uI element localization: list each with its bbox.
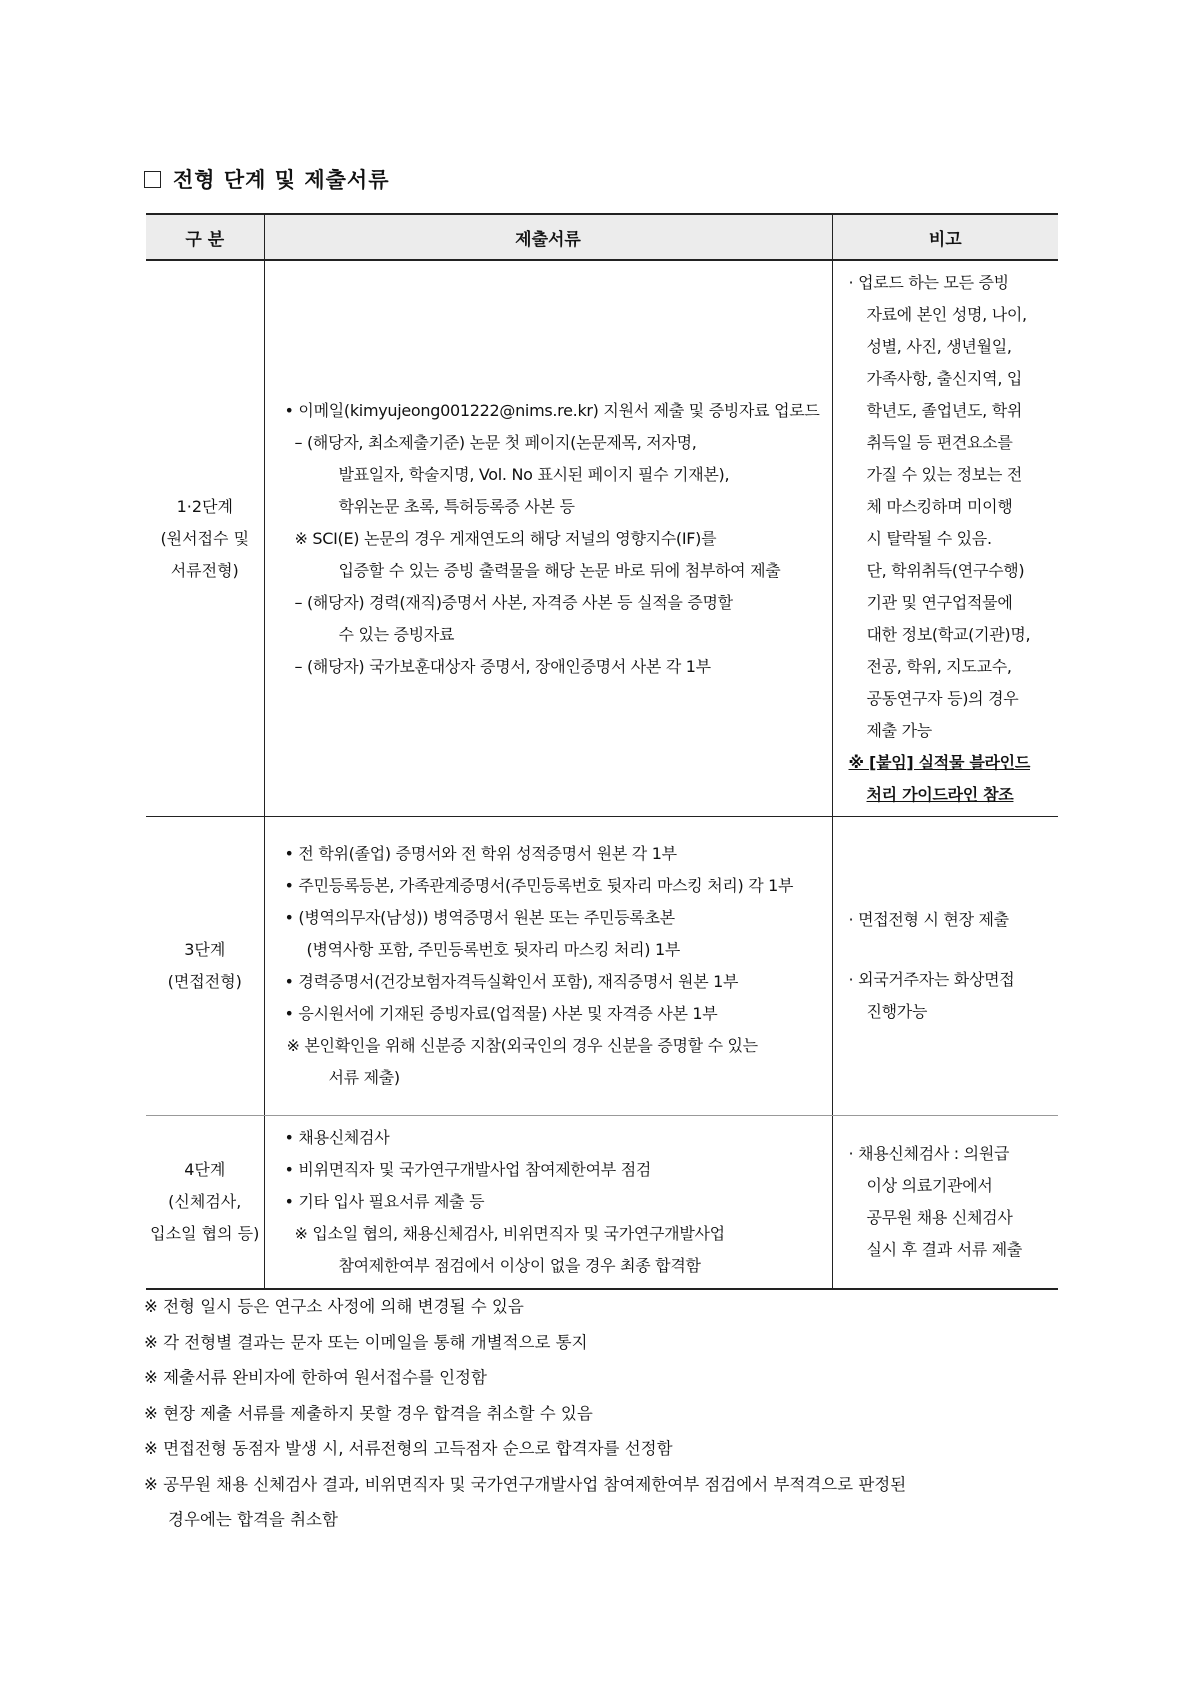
doc-line: – (해당자) 국가보훈대상자 증명서, 장애인증명서 사본 각 1부 — [294, 656, 711, 676]
stage-label: (원서접수 및 — [160, 528, 250, 548]
doc-line: • 비위면직자 및 국가연구개발사업 참여제한여부 점검 — [284, 1160, 652, 1179]
doc-line: – (해당자, 최소제출기준) 논문 첫 페이지(논문제목, 저자명, — [294, 432, 697, 452]
doc-line: • 이메일(kimyujeong001222@nims.re.kr) 지원서 제출 및 증빙자료 업로드 — [284, 400, 820, 420]
doc-line: ※ SCI(E) 논문의 경우 게재연도의 해당 저널의 영향지수(IF)를 — [294, 528, 717, 548]
remark-line: 취득일 등 편견요소를 — [866, 432, 1013, 452]
footnote: ※ 전형 일시 등은 연구소 사정에 의해 변경될 수 있음 — [144, 1297, 524, 1316]
doc-line: 서류 제출) — [328, 1068, 400, 1087]
remarks-cell — [832, 260, 1058, 817]
remark-line: 기관 및 연구업적물에 — [866, 592, 1013, 612]
documents-cell — [264, 817, 832, 1116]
documents-cell — [264, 1116, 832, 1290]
doc-line: ※ 본인확인을 위해 신분증 지참(외국인의 경우 신분을 증명할 수 있는 — [286, 1036, 758, 1055]
doc-line: 학위논문 초록, 특허등록증 사본 등 — [338, 496, 575, 516]
remark-line: 공무원 채용 신체검사 — [866, 1208, 1013, 1227]
remark-line: 제출 가능 — [866, 720, 932, 740]
header-documents: 제출서류 — [264, 214, 832, 260]
table-header-row — [146, 214, 1058, 260]
remark-line: 전공, 학위, 지도교수, — [866, 656, 1012, 676]
table-row — [146, 260, 1058, 817]
documents-cell — [264, 260, 832, 817]
footnote: ※ 각 전형별 결과는 문자 또는 이메일을 통해 개별적으로 통지 — [144, 1332, 588, 1352]
stage-label: 4단계 — [184, 1160, 226, 1179]
remark-line: 시 탈락될 수 있음. — [866, 528, 992, 548]
blind-guideline-reference: 처리 가이드라인 참조 — [866, 784, 1014, 804]
section-title — [144, 164, 390, 194]
doc-line: • 기타 입사 필요서류 제출 등 — [284, 1192, 485, 1211]
doc-line: • 전 학위(졸업) 증명서와 전 학위 성적증명서 원본 각 1부 — [284, 844, 677, 863]
remark-line: · 채용신체검사 : 의원급 — [848, 1144, 1010, 1163]
doc-line: • (병역의무자(남성)) 병역증명서 원본 또는 주민등록초본 — [284, 908, 675, 927]
remarks-cell — [832, 817, 1058, 1116]
remark-line: · 면접전형 시 현장 제출 — [848, 910, 1009, 929]
footnote: ※ 면접전형 동점자 발생 시, 서류전형의 고득점자 순으로 합격자를 선정함 — [144, 1439, 673, 1458]
doc-line: • 채용신체검사 — [284, 1128, 390, 1147]
stage-label: (면접전형) — [167, 972, 242, 991]
footnote: ※ 제출서류 완비자에 한하여 원서접수를 인정함 — [144, 1368, 487, 1387]
remark-line: · 외국거주자는 화상면접 — [848, 970, 1015, 989]
footnote: ※ 현장 제출 서류를 제출하지 못할 경우 합격을 취소할 수 있음 — [144, 1403, 593, 1423]
footnote-continuation: 경우에는 합격을 취소함 — [168, 1510, 338, 1529]
section-title-text: 전형 단계 및 제출서류 — [173, 168, 390, 192]
remark-line: 이상 의료기관에서 — [866, 1176, 993, 1195]
remark-line: 가족사항, 출신지역, 입 — [866, 368, 1023, 388]
table-row — [146, 1116, 1058, 1290]
remark-line: 공동연구자 등)의 경우 — [866, 688, 1019, 708]
footnotes — [144, 1289, 906, 1538]
remark-line: 체 마스킹하며 미이행 — [866, 496, 1013, 516]
remark-line: 진행가능 — [866, 1002, 928, 1021]
stage-cell — [146, 260, 264, 817]
doc-line: 참여제한여부 점검에서 이상이 없을 경우 최종 합격함 — [338, 1256, 701, 1275]
remark-line: 자료에 본인 성명, 나이, — [866, 304, 1027, 324]
remark-line: 단, 학위취득(연구수행) — [866, 560, 1025, 580]
doc-line: 발표일자, 학술지명, Vol. No 표시된 페이지 필수 기재본), — [338, 464, 730, 484]
header-category: 구 분 — [146, 214, 264, 260]
blind-guideline-reference: ※ [붙임] 실적물 블라인드 — [848, 752, 1030, 772]
remarks-cell — [832, 1116, 1058, 1290]
remark-line: 성별, 사진, 생년월일, — [866, 336, 1012, 356]
remark-line: 대한 정보(학교(기관)명, — [866, 624, 1031, 644]
header-remarks: 비고 — [832, 214, 1058, 260]
stage-cell — [146, 817, 264, 1116]
stage-label: 서류전형) — [170, 560, 239, 580]
footnote: ※ 공무원 채용 신체검사 결과, 비위면직자 및 국가연구개발사업 참여제한여부 점검에서 부적격으로 판정된 — [144, 1474, 907, 1494]
stage-label: 입소일 협의 등) — [150, 1224, 260, 1243]
doc-line: • 주민등록등본, 가족관계증명서(주민등록번호 뒷자리 마스킹 처리) 각 1부 — [284, 876, 794, 895]
stage-cell — [146, 1116, 264, 1290]
doc-line: (병역사항 포함, 주민등록번호 뒷자리 마스킹 처리) 1부 — [306, 940, 681, 959]
doc-line: • 응시원서에 기재된 증빙자료(업적물) 사본 및 자격증 사본 1부 — [284, 1004, 718, 1023]
stage-documents-table — [146, 213, 1058, 1290]
remark-line: 가질 수 있는 정보는 전 — [866, 464, 1023, 484]
remark-line: · 업로드 하는 모든 증빙 — [848, 272, 1009, 292]
stage-label: (신체검사, — [168, 1192, 242, 1211]
doc-line: • 경력증명서(건강보험자격득실확인서 포함), 재직증명서 원본 1부 — [284, 972, 739, 991]
remark-line: 학년도, 졸업년도, 학위 — [866, 400, 1023, 420]
table-row — [146, 817, 1058, 1116]
stage-label: 1·2단계 — [176, 496, 233, 516]
doc-line: 수 있는 증빙자료 — [338, 624, 455, 644]
doc-line: 입증할 수 있는 증빙 출력물을 해당 논문 바로 뒤에 첨부하여 제출 — [338, 560, 781, 580]
remark-line: 실시 후 결과 서류 제출 — [866, 1240, 1023, 1259]
doc-line: – (해당자) 경력(재직)증명서 사본, 자격증 사본 등 실적을 증명할 — [294, 592, 733, 612]
doc-line: ※ 입소일 협의, 채용신체검사, 비위면직자 및 국가연구개발사업 — [294, 1224, 725, 1243]
checkbox-icon — [144, 171, 161, 188]
stage-label: 3단계 — [184, 940, 226, 959]
